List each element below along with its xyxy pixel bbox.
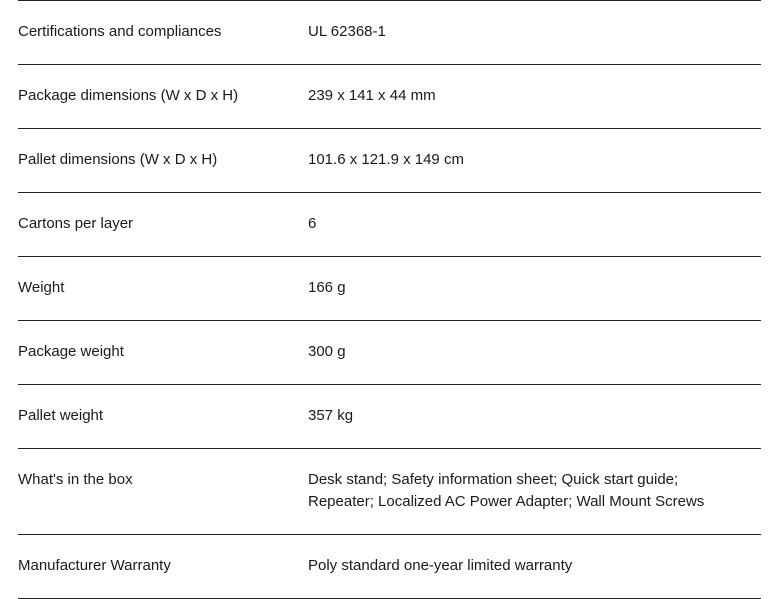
spec-label: Package weight [18, 343, 124, 360]
spec-row-package-dimensions [18, 65, 761, 129]
spec-label: Weight [18, 279, 65, 296]
spec-value: UL 62368-1 [308, 23, 386, 40]
spec-row-cartons-per-layer [18, 193, 761, 257]
spec-row-whats-in-the-box [18, 449, 761, 535]
spec-label: Pallet dimensions (W x D x H) [18, 151, 218, 168]
spec-value-line: Repeater; Localized AC Power Adapter; Wall Mount Screws [308, 493, 705, 510]
spec-row-certifications [18, 1, 761, 65]
spec-value [308, 449, 761, 534]
spec-value: 300 g [308, 343, 346, 360]
spec-value: 166 g [308, 279, 346, 296]
spec-row-manufacturer-warranty [18, 535, 761, 599]
specifications-table [18, 0, 761, 599]
spec-value: 239 x 141 x 44 mm [308, 87, 436, 104]
spec-label: Package dimensions (W x D x H) [18, 87, 239, 104]
spec-label: Pallet weight [18, 407, 104, 424]
spec-row-package-weight [18, 321, 761, 385]
spec-value: Poly standard one-year limited warranty [308, 557, 573, 574]
spec-label: What's in the box [18, 471, 133, 488]
spec-value-line: Desk stand; Safety information sheet; Quick start guide; [308, 471, 679, 488]
spec-row-pallet-dimensions [18, 129, 761, 193]
spec-label: Cartons per layer [18, 215, 134, 232]
spec-value: 101.6 x 121.9 x 149 cm [308, 151, 464, 168]
spec-label: Manufacturer Warranty [18, 557, 171, 574]
spec-label: Certifications and compliances [18, 23, 222, 40]
spec-value: 6 [308, 215, 317, 232]
spec-row-pallet-weight [18, 385, 761, 449]
spec-row-weight [18, 257, 761, 321]
spec-value: 357 kg [308, 407, 354, 424]
